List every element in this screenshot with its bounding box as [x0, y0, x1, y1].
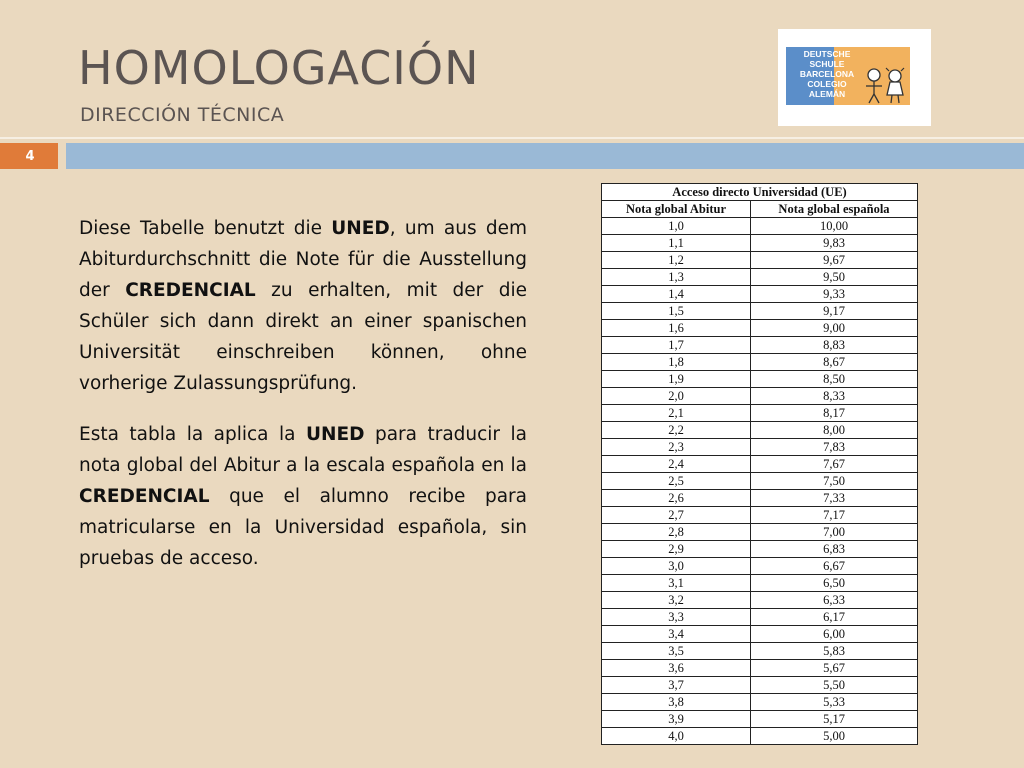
abitur-grade-cell: 2,6: [602, 490, 751, 507]
abitur-grade-cell: 1,4: [602, 286, 751, 303]
school-logo: [778, 29, 931, 126]
table-row: [602, 524, 918, 541]
logo-text: [792, 49, 862, 99]
spanish-grade-cell: 6,33: [751, 592, 918, 609]
spanish-grade-cell: 8,33: [751, 388, 918, 405]
table-row: [602, 473, 918, 490]
spanish-grade-cell: 7,00: [751, 524, 918, 541]
abitur-grade-cell: 1,7: [602, 337, 751, 354]
spanish-grade-cell: 7,50: [751, 473, 918, 490]
abitur-grade-cell: 2,7: [602, 507, 751, 524]
abitur-grade-cell: 2,5: [602, 473, 751, 490]
spanish-grade-cell: 9,50: [751, 269, 918, 286]
spanish-grade-cell: 8,83: [751, 337, 918, 354]
spanish-grade-cell: 5,33: [751, 694, 918, 711]
header-espanola: Nota global española: [751, 201, 918, 218]
table-row: [602, 609, 918, 626]
table-row: [602, 388, 918, 405]
abitur-grade-cell: 3,5: [602, 643, 751, 660]
abitur-grade-cell: 3,7: [602, 677, 751, 694]
abitur-grade-cell: 3,9: [602, 711, 751, 728]
table-row: [602, 490, 918, 507]
german-paragraph: [79, 213, 527, 399]
spanish-uned: UNED: [305, 424, 365, 445]
german-text-3: zu erhalten, mit der die Schüler sich dann direkt an einer spanischen Universität einschreiben können, ohne vorherige Zulassungsprüfung.: [79, 280, 527, 394]
spanish-grade-cell: 8,67: [751, 354, 918, 371]
abitur-grade-cell: 3,8: [602, 694, 751, 711]
abitur-grade-cell: 1,0: [602, 218, 751, 235]
abitur-grade-cell: 2,8: [602, 524, 751, 541]
spanish-grade-cell: 8,00: [751, 422, 918, 439]
spanish-grade-cell: 7,17: [751, 507, 918, 524]
spanish-credencial: CREDENCIAL: [79, 486, 210, 507]
spanish-grade-cell: 5,50: [751, 677, 918, 694]
grade-conversion-table: [601, 183, 918, 745]
slide-title: HOMOLOGACIÓN: [78, 41, 480, 95]
spanish-grade-cell: 5,83: [751, 643, 918, 660]
spanish-grade-cell: 7,67: [751, 456, 918, 473]
abitur-grade-cell: 2,9: [602, 541, 751, 558]
spanish-grade-cell: 5,17: [751, 711, 918, 728]
abitur-grade-cell: 1,8: [602, 354, 751, 371]
abitur-grade-cell: 1,1: [602, 235, 751, 252]
abitur-grade-cell: 2,1: [602, 405, 751, 422]
table-row: [602, 643, 918, 660]
spanish-grade-cell: 9,33: [751, 286, 918, 303]
table-row: [602, 235, 918, 252]
spanish-text-2: para traducir la nota global del Abitur a la escala española en la: [79, 424, 527, 476]
german-text-2: , um aus dem Abiturdurchschnitt die Note für die Ausstellung der: [79, 218, 527, 301]
abitur-grade-cell: 3,6: [602, 660, 751, 677]
abitur-grade-cell: 3,1: [602, 575, 751, 592]
german-uned: UNED: [331, 218, 390, 239]
spanish-grade-cell: 5,67: [751, 660, 918, 677]
abitur-grade-cell: 2,4: [602, 456, 751, 473]
table-row: [602, 660, 918, 677]
logo-line-1: DEUTSCHE: [803, 49, 851, 59]
abitur-grade-cell: 2,3: [602, 439, 751, 456]
table-row: [602, 711, 918, 728]
body-text: [79, 213, 527, 594]
spanish-grade-cell: 6,00: [751, 626, 918, 643]
table-row: [602, 456, 918, 473]
table-row: [602, 575, 918, 592]
german-credencial: CREDENCIAL: [125, 280, 256, 301]
table-row: [602, 252, 918, 269]
abitur-grade-cell: 3,2: [602, 592, 751, 609]
abitur-grade-cell: 4,0: [602, 728, 751, 745]
logo-line-5: ALEMÁN: [808, 89, 846, 99]
table-row: [602, 677, 918, 694]
logo-line-2: SCHULE: [809, 59, 845, 69]
table-caption: Acceso directo Universidad (UE): [602, 184, 918, 201]
table-row: [602, 558, 918, 575]
table-row: [602, 320, 918, 337]
header-band: [66, 143, 1024, 169]
spanish-grade-cell: 9,67: [751, 252, 918, 269]
abitur-grade-cell: 2,0: [602, 388, 751, 405]
table-row: [602, 354, 918, 371]
abitur-grade-cell: 2,2: [602, 422, 751, 439]
logo-line-3: BARCELONA: [799, 69, 855, 79]
table-row: [602, 371, 918, 388]
spanish-grade-cell: 6,67: [751, 558, 918, 575]
spanish-grade-cell: 5,00: [751, 728, 918, 745]
spanish-grade-cell: 9,00: [751, 320, 918, 337]
table-row: [602, 694, 918, 711]
table-row: [602, 303, 918, 320]
spanish-paragraph: [79, 419, 527, 574]
spanish-grade-cell: 9,17: [751, 303, 918, 320]
abitur-grade-cell: 1,2: [602, 252, 751, 269]
abitur-grade-cell: 3,0: [602, 558, 751, 575]
spanish-text-3: que el alumno recibe para matricularse en la Universidad española, sin pruebas de acceso.: [79, 486, 527, 569]
spanish-grade-cell: 6,50: [751, 575, 918, 592]
spanish-grade-cell: 7,83: [751, 439, 918, 456]
table-row: [602, 422, 918, 439]
abitur-grade-cell: 1,5: [602, 303, 751, 320]
spanish-grade-cell: 8,50: [751, 371, 918, 388]
table-row: [602, 592, 918, 609]
spanish-grade-cell: 6,83: [751, 541, 918, 558]
table-row: [602, 507, 918, 524]
header-divider: [0, 137, 1024, 139]
spanish-grade-cell: 7,33: [751, 490, 918, 507]
spanish-grade-cell: 8,17: [751, 405, 918, 422]
abitur-grade-cell: 1,9: [602, 371, 751, 388]
spanish-grade-cell: 10,00: [751, 218, 918, 235]
abitur-grade-cell: 3,3: [602, 609, 751, 626]
table-body: [602, 218, 918, 745]
abitur-grade-cell: 3,4: [602, 626, 751, 643]
table-row: [602, 541, 918, 558]
german-text-1: Diese Tabelle benutzt die: [79, 218, 332, 239]
children-drawing-icon: [862, 67, 908, 107]
table-row: [602, 405, 918, 422]
spanish-text-1: Esta tabla la aplica la: [79, 424, 306, 445]
spanish-grade-cell: 9,83: [751, 235, 918, 252]
table-row: [602, 728, 918, 745]
header-abitur: Nota global Abitur: [602, 201, 751, 218]
table-row: [602, 218, 918, 235]
page-number-badge: 4: [0, 143, 58, 169]
logo-line-4: COLEGIO: [807, 79, 847, 89]
spanish-grade-cell: 6,17: [751, 609, 918, 626]
abitur-grade-cell: 1,3: [602, 269, 751, 286]
table-row: [602, 439, 918, 456]
table-caption-row: [602, 184, 918, 201]
table-row: [602, 286, 918, 303]
table-row: [602, 626, 918, 643]
table-row: [602, 337, 918, 354]
table-header-row: [602, 201, 918, 218]
table-row: [602, 269, 918, 286]
slide-subtitle: DIRECCIÓN TÉCNICA: [80, 104, 285, 126]
abitur-grade-cell: 1,6: [602, 320, 751, 337]
